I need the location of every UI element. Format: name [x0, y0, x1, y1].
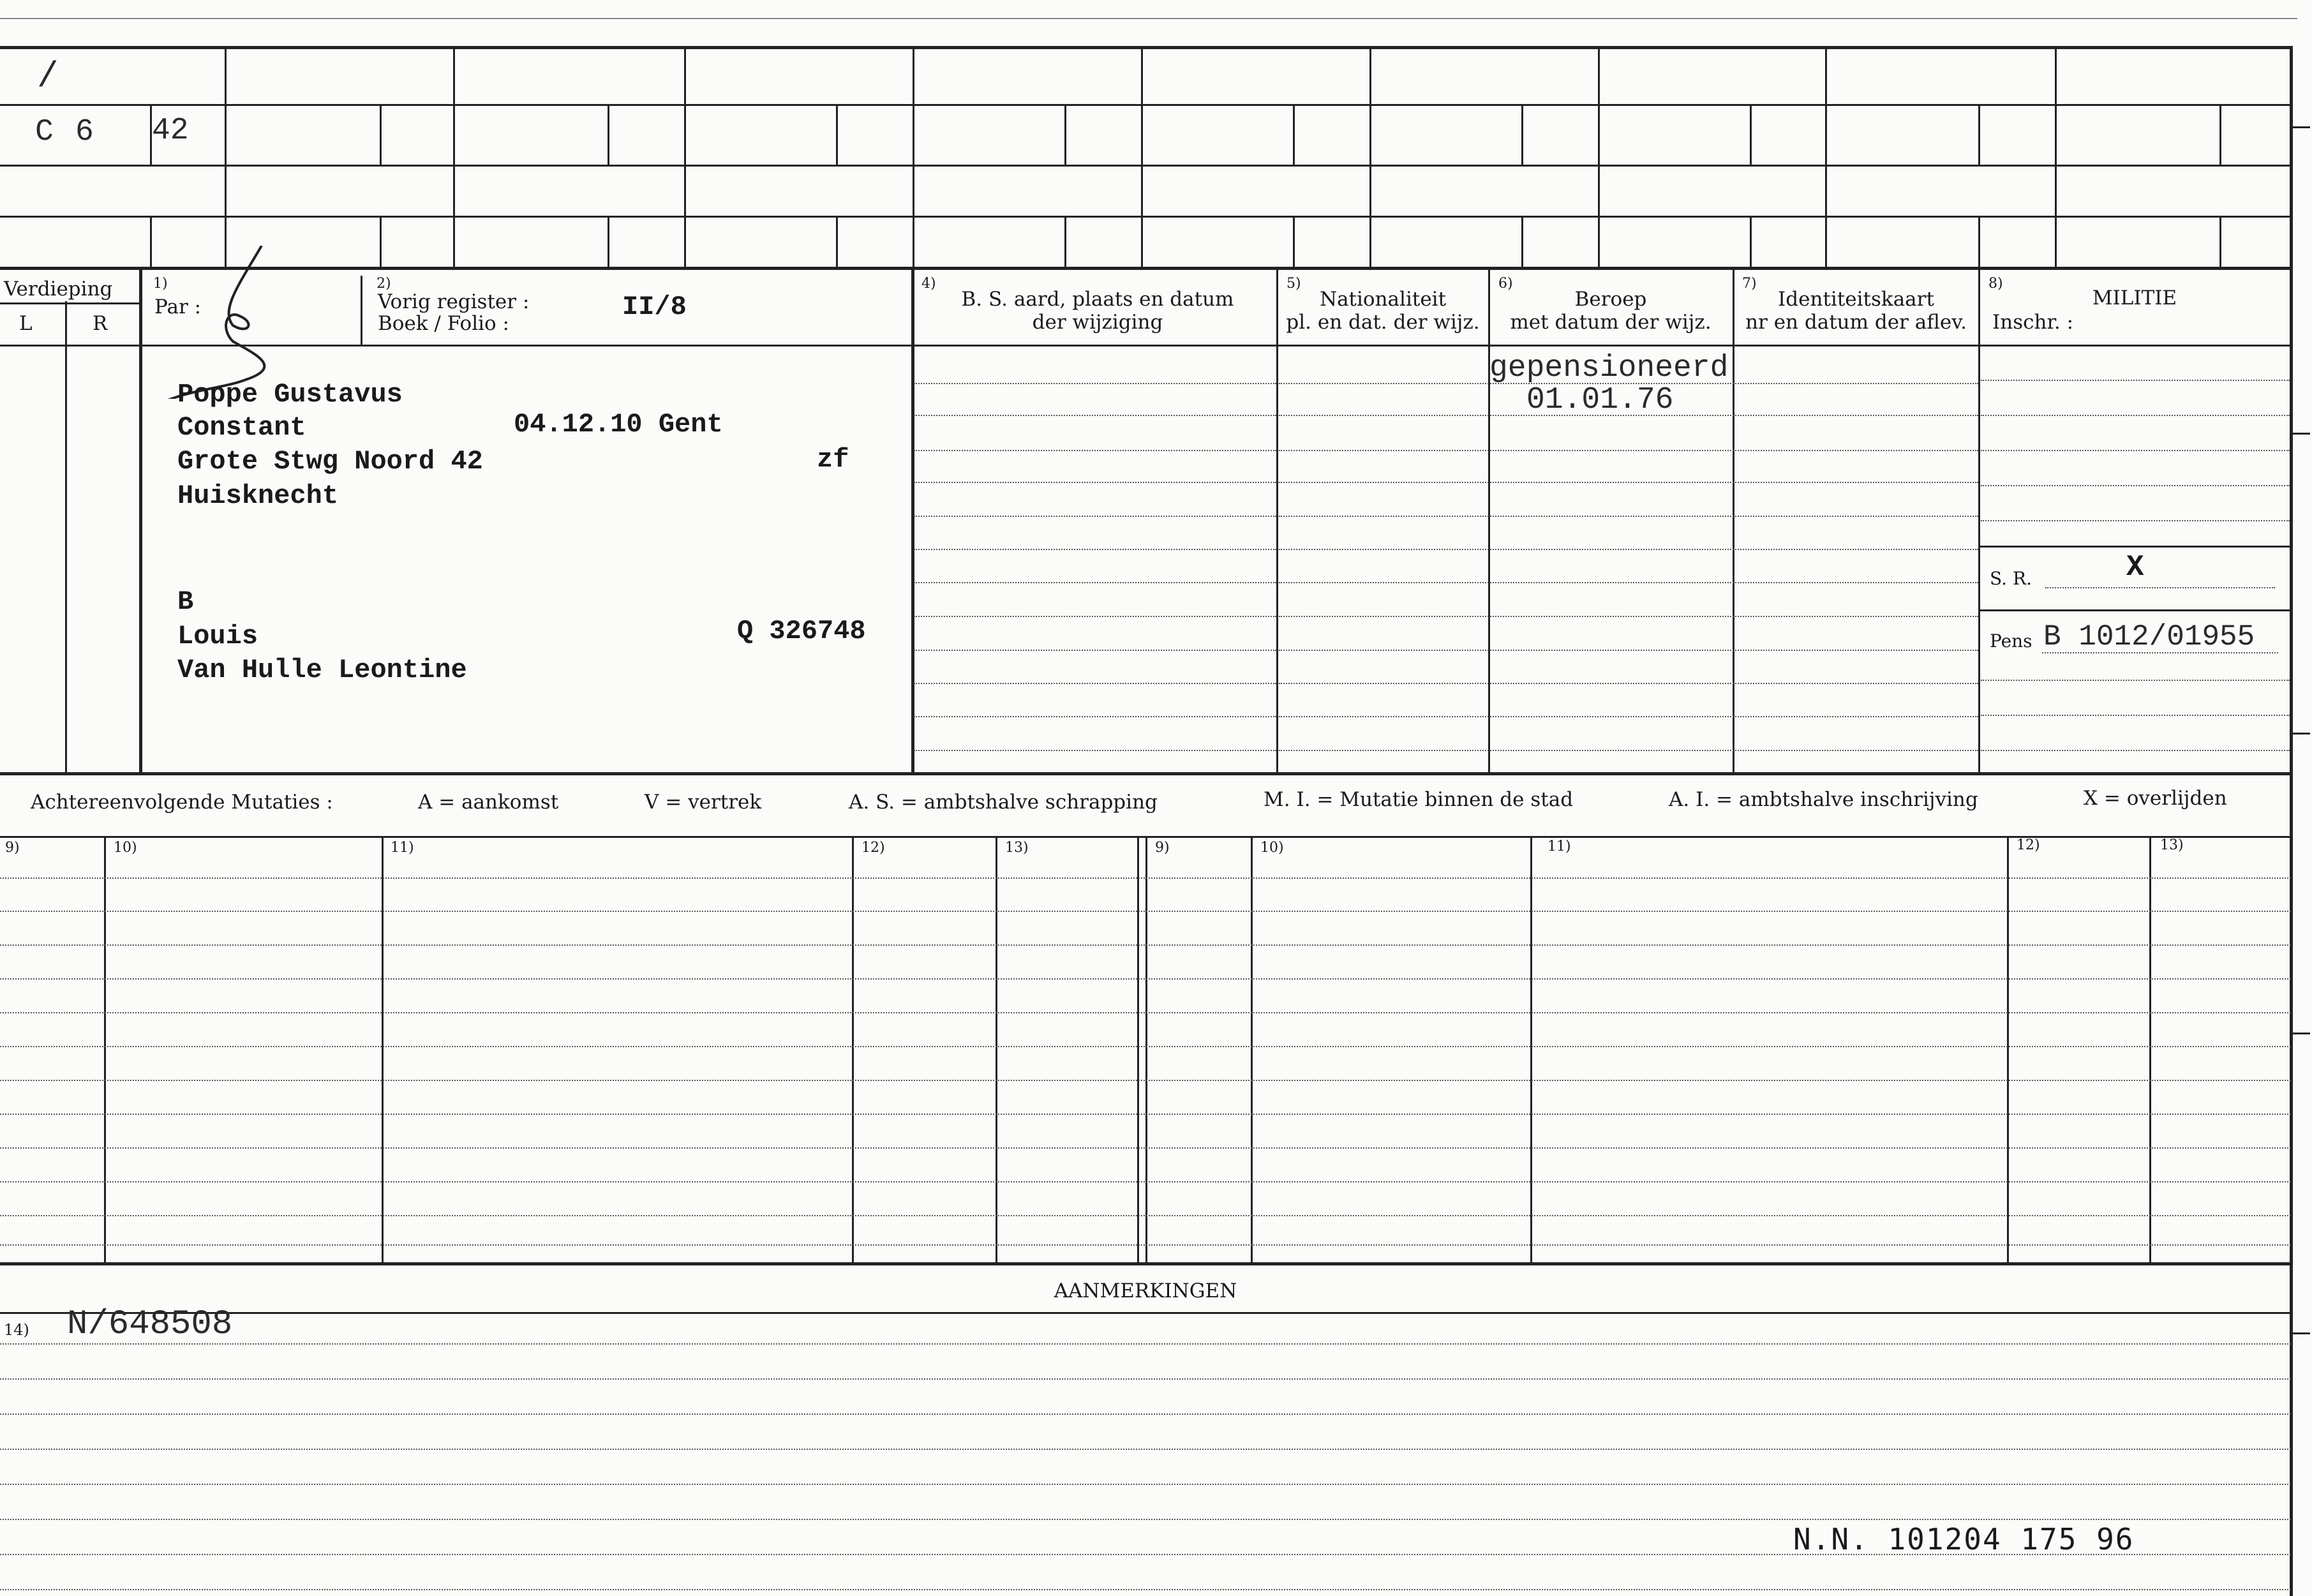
bs-line1: B. S. aard, plaats en datum: [961, 288, 1234, 311]
militie-row: [1981, 680, 2290, 681]
grid-line: [0, 267, 2291, 270]
person-address: Grote Stwg Noord 42: [177, 446, 483, 477]
grid-sub: [1064, 104, 1066, 165]
top-slash: /: [37, 56, 59, 97]
remark-row: [0, 1343, 2291, 1345]
grid-sub: [1064, 216, 1066, 268]
bs-row: [914, 750, 1276, 751]
beroep-num: 6): [1498, 276, 1513, 292]
bs-row: [914, 549, 1276, 550]
mutation-row: [0, 1046, 2291, 1047]
mut-col: [382, 836, 384, 1264]
nat-line2: pl. en dat. der wijz.: [1286, 311, 1480, 334]
militie-row: [1981, 520, 2290, 521]
grid-sub: [380, 104, 382, 165]
bs-num: 4): [921, 276, 936, 292]
nat-num: 5): [1287, 276, 1301, 292]
bs-row: [914, 650, 1276, 651]
col-13-left: 13): [1005, 840, 1029, 856]
col-10-right: 10): [1260, 840, 1284, 856]
top-code-42: 42: [152, 114, 189, 148]
aanmerkingen-value: N/648508: [67, 1305, 233, 1344]
sr-dots: [2045, 587, 2275, 588]
person-id-number: Q 326748: [737, 616, 866, 646]
legend-a: A = aankomst: [418, 791, 559, 814]
remark-row: [0, 1378, 2291, 1380]
bs-line2: der wijziging: [1032, 311, 1163, 334]
mutaties-title: Achtereenvolgende Mutaties :: [31, 791, 333, 814]
person-father: Louis: [177, 621, 258, 652]
bs-row: [914, 683, 1276, 684]
verdieping-label: Verdieping: [4, 278, 113, 301]
mut-col: [2007, 836, 2009, 1264]
edge-tick: [2292, 1033, 2310, 1034]
militie-row: [1981, 380, 2290, 381]
person-name: Poppe Gustavus: [177, 379, 403, 410]
sr-value: X: [2126, 551, 2144, 584]
data-row: [1279, 450, 1978, 451]
mutation-row: [0, 1012, 2291, 1013]
grid-sub: [2219, 216, 2221, 268]
bs-row: [914, 383, 1276, 384]
mutation-row: [0, 978, 2291, 980]
legend-as: A. S. = ambtshalve schrapping: [849, 791, 1158, 814]
militie-row: [1981, 450, 2290, 451]
data-row: [1279, 650, 1978, 651]
beroep-line2: met datum der wijz.: [1510, 311, 1712, 334]
vorig-value: II/8: [622, 292, 687, 322]
mutation-row: [0, 1181, 2291, 1182]
section-divider: [0, 772, 2291, 775]
person-second-name: Constant: [177, 412, 306, 443]
grid-sub: [2219, 104, 2221, 165]
remark-row: [0, 1484, 2291, 1485]
person-mother: Van Hulle Leontine: [177, 655, 467, 685]
militie-row: [1981, 485, 2290, 486]
col-9-right: 9): [1155, 840, 1170, 856]
person-b: B: [177, 586, 194, 617]
grid-sub: [380, 216, 382, 268]
militie-pens-line: [1978, 609, 2291, 611]
col-12-left: 12): [861, 840, 885, 856]
grid-sub: [608, 216, 609, 268]
grid-sub: [1978, 104, 1980, 165]
col-person-left: [139, 268, 142, 773]
page-edge: [0, 18, 2297, 19]
col-vorig: [361, 276, 362, 345]
pens-value: B 1012/01955: [2043, 620, 2255, 653]
edge-tick: [2292, 733, 2310, 735]
grid-col: [1141, 46, 1143, 268]
right-border: [2290, 46, 2293, 1596]
col-11-right: 11): [1548, 839, 1571, 854]
mut-col: [996, 836, 997, 1264]
mutation-row: [0, 1244, 2291, 1246]
grid-col: [1825, 46, 1827, 268]
grid-line: [0, 165, 2291, 167]
mutation-row: [0, 877, 2291, 879]
bs-row: [914, 450, 1276, 451]
col-l-r: [65, 301, 67, 773]
top-border: [0, 46, 2291, 49]
bs-row: [914, 482, 1276, 483]
aanmerkingen-line: [0, 1312, 2291, 1314]
remark-row: [0, 1413, 2291, 1415]
remark-row: [0, 1519, 2291, 1520]
mutation-row: [0, 944, 2291, 946]
bs-row: [914, 616, 1276, 617]
bs-row: [914, 516, 1276, 517]
par-label: Par :: [154, 295, 202, 318]
sr-label: S. R.: [1990, 568, 2032, 589]
edge-tick: [2292, 126, 2310, 128]
militie-num: 8): [1988, 276, 2003, 292]
person-birth: 04.12.10 Gent: [514, 409, 723, 440]
header-divider: [0, 345, 2291, 347]
legend-mi: M. I. = Mutatie binnen de stad: [1264, 788, 1574, 811]
edge-tick: [2292, 1332, 2310, 1334]
data-row: [1279, 549, 1978, 550]
col-militie: [1978, 268, 1980, 773]
data-row: [1279, 616, 1978, 617]
col-bs: [911, 268, 914, 773]
grid-col: [2055, 46, 2057, 268]
data-row: [1279, 683, 1978, 684]
mutation-row: [0, 1114, 2291, 1115]
bs-row: [914, 716, 1276, 717]
vorig-register-label: Vorig register :: [378, 290, 530, 313]
grid-sub: [608, 104, 609, 165]
col-12-right: 12): [2017, 837, 2040, 853]
grid-col: [453, 46, 455, 268]
militie-sr-line: [1978, 546, 2291, 548]
mut-col: [1137, 836, 1139, 1264]
data-row: [1279, 482, 1978, 483]
nn-number: N.N. 101204 175 96: [1793, 1522, 2135, 1556]
mutation-row: [0, 1215, 2291, 1216]
inschr-label: Inschr. :: [1992, 311, 2074, 334]
grid-sub: [1750, 216, 1752, 268]
grid-sub: [1521, 216, 1523, 268]
grid-sub: [1293, 104, 1295, 165]
verdieping-line: [0, 302, 139, 304]
data-row: [1279, 716, 1978, 717]
militie-row: [1981, 415, 2290, 416]
grid-col: [225, 46, 227, 268]
grid-col: [684, 46, 686, 268]
l-label: L: [19, 312, 33, 335]
data-row: [1279, 582, 1978, 583]
par-num: 1): [153, 276, 168, 292]
id-line2: nr en datum der aflev.: [1745, 311, 1967, 334]
par-signature-icon: [144, 246, 297, 399]
aanmerkingen-num: 14): [4, 1321, 29, 1339]
militie-row: [1981, 750, 2290, 751]
beroep-date: 01.01.76: [1526, 383, 1674, 417]
person-zf: zf: [817, 444, 849, 475]
bs-row: [914, 415, 1276, 416]
data-row: [1279, 516, 1978, 517]
top-code-6: 6: [75, 115, 94, 149]
person-occupation: Huisknecht: [177, 481, 339, 511]
mut-col: [1251, 836, 1253, 1264]
remark-row: [0, 1589, 2291, 1590]
militie-label: MILITIE: [2092, 287, 2177, 310]
boek-folio-label: Boek / Folio :: [378, 312, 509, 335]
col-nat: [1276, 268, 1278, 773]
grid-col: [1598, 46, 1600, 268]
grid-sub: [1521, 104, 1523, 165]
beroep-line1: Beroep: [1574, 288, 1647, 311]
mut-col: [1145, 836, 1147, 1264]
pens-label: Pens: [1990, 630, 2032, 652]
beroep-value: gepensioneerd: [1489, 351, 1729, 385]
grid-sub: [1750, 104, 1752, 165]
col-9-left: 9): [5, 840, 20, 856]
col-id: [1733, 268, 1734, 773]
col-13-right: 13): [2160, 837, 2184, 853]
mutation-row: [0, 1080, 2291, 1081]
grid-sub: [836, 104, 838, 165]
mut-col: [104, 836, 106, 1264]
data-row: [1279, 750, 1978, 751]
vorig-num: 2): [377, 276, 391, 292]
grid-line: [0, 104, 2291, 106]
legend-x: X = overlijden: [2084, 787, 2227, 810]
nat-line1: Nationaliteit: [1319, 288, 1447, 311]
militie-row: [1981, 715, 2290, 716]
col-beroep: [1488, 268, 1490, 773]
mut-col: [852, 836, 854, 1264]
grid-col: [913, 46, 914, 268]
legend-v: V = vertrek: [645, 791, 762, 814]
edge-tick: [2292, 433, 2310, 435]
r-label: R: [93, 312, 108, 335]
grid-col: [1369, 46, 1371, 268]
remark-row: [0, 1449, 2291, 1450]
id-line1: Identiteitskaart: [1778, 288, 1934, 311]
legend-ai: A. I. = ambtshalve inschrijving: [1669, 788, 1978, 811]
mut-col: [2149, 836, 2151, 1264]
mut-col: [1530, 836, 1532, 1264]
aanmerkingen-title: AANMERKINGEN: [1054, 1279, 1237, 1302]
grid-sub: [1293, 216, 1295, 268]
col-11-left: 11): [391, 840, 414, 856]
grid-sub: [1978, 216, 1980, 268]
bs-row: [914, 582, 1276, 583]
id-num: 7): [1742, 276, 1757, 292]
grid-sub: [836, 216, 838, 268]
top-code-c: C: [35, 115, 54, 149]
grid-line: [0, 216, 2291, 218]
col-10-left: 10): [114, 840, 137, 856]
mutation-row: [0, 911, 2291, 912]
mutation-row: [0, 1147, 2291, 1149]
